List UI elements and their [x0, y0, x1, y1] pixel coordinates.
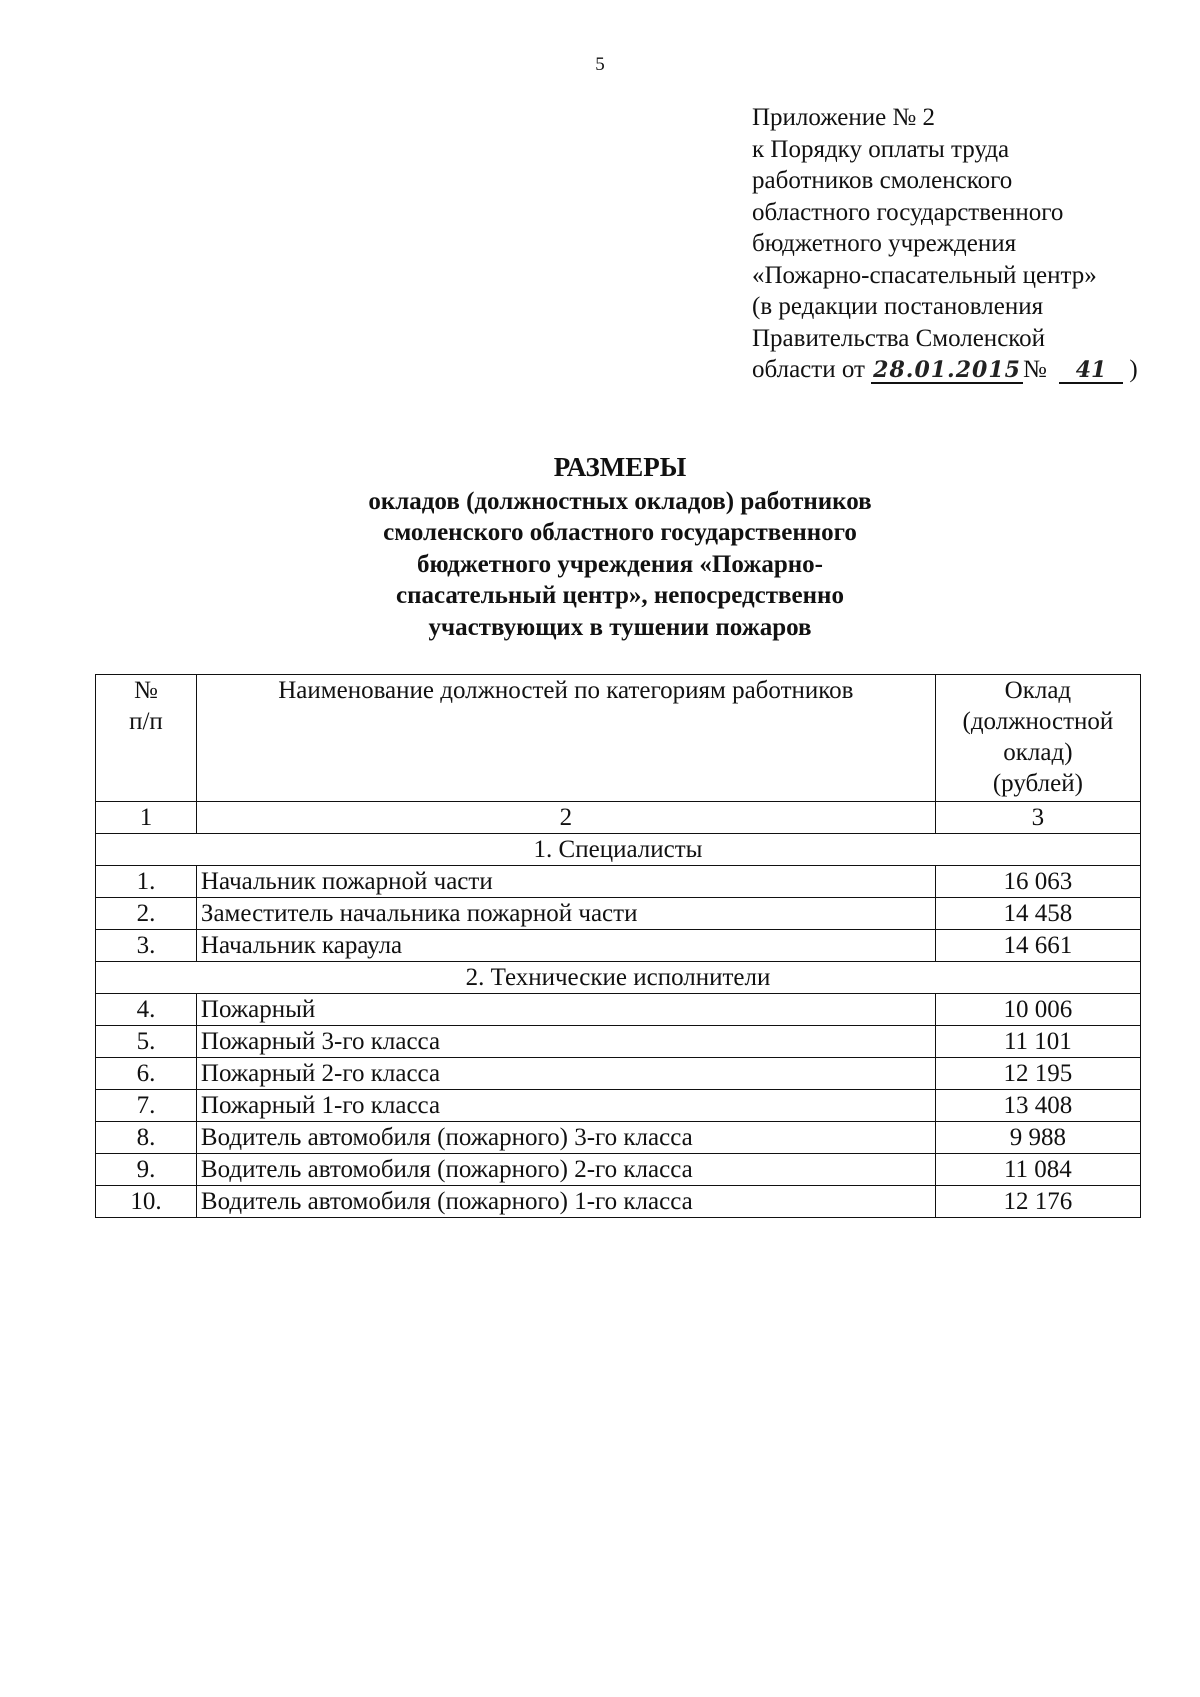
table-row: [96, 1122, 1141, 1154]
header-num-label: п/п: [129, 708, 163, 735]
number-sign: №: [1022, 356, 1047, 383]
table-row: [96, 994, 1141, 1026]
row-num: 6.: [96, 1058, 197, 1090]
document-title: [0, 452, 1200, 643]
row-salary: 13 408: [935, 1090, 1140, 1122]
row-position: Водитель автомобиля (пожарного) 1-го класса: [196, 1186, 935, 1218]
title-main: РАЗМЕРЫ: [553, 452, 687, 482]
row-num: 9.: [96, 1154, 197, 1186]
row-num: 1.: [96, 866, 197, 898]
header-num: [96, 675, 197, 802]
row-num: 10.: [96, 1186, 197, 1218]
row-num: 4.: [96, 994, 197, 1026]
title-subtitle-line: окладов (должностных окладов) работников: [368, 487, 872, 515]
appendix-line: областного государственного: [752, 198, 1064, 226]
table-row: [96, 1090, 1141, 1122]
table-row: [96, 1186, 1141, 1218]
row-salary: 12 176: [935, 1186, 1140, 1218]
column-index-row: [96, 802, 1141, 834]
header-salary-line: оклад): [1003, 739, 1073, 766]
row-position: Начальник пожарной части: [196, 866, 935, 898]
column-index: 1: [96, 802, 197, 834]
appendix-date-prefix: области от: [752, 356, 865, 383]
row-position: Заместитель начальника пожарной части: [196, 898, 935, 930]
row-salary: 11 101: [935, 1026, 1140, 1058]
row-num: 3.: [96, 930, 197, 962]
column-index: 2: [196, 802, 935, 834]
page-number: 5: [595, 54, 605, 75]
appendix-date-line: [752, 354, 1138, 386]
appendix-line: бюджетного учреждения: [752, 230, 1017, 257]
closing-paren: ): [1129, 356, 1138, 383]
row-salary: 11 084: [935, 1154, 1140, 1186]
title-subtitle-line: бюджетного учреждения «Пожарно-: [416, 550, 824, 578]
title-subtitle-line: спасательный центр», непосредственно: [396, 582, 844, 609]
row-position: Пожарный: [196, 994, 935, 1026]
appendix-line: (в редакции постановления: [752, 293, 1044, 320]
table-row: [96, 1058, 1141, 1090]
title-subtitle-line: участвующих в тушении пожаров: [428, 613, 812, 641]
row-salary: 9 988: [935, 1122, 1140, 1154]
header-name-label: Наименование должностей по категориям работников: [278, 677, 854, 704]
table-row: [96, 1026, 1141, 1058]
section-title: 1. Специалисты: [96, 834, 1141, 866]
row-num: 7.: [96, 1090, 197, 1122]
header-num-sign: №: [134, 677, 158, 704]
appendix-line: «Пожарно-спасательный центр»: [752, 261, 1097, 289]
row-position: Водитель автомобиля (пожарного) 2-го класса: [196, 1154, 935, 1186]
column-index: 3: [935, 802, 1140, 834]
section-title: 2. Технические исполнители: [96, 962, 1141, 994]
handwritten-date: 28.01.2015: [873, 357, 1021, 383]
row-num: 2.: [96, 898, 197, 930]
header-salary-line: Оклад: [1004, 677, 1072, 704]
title-subtitle-line: смоленского областного государственного: [383, 519, 857, 546]
row-salary: 10 006: [935, 994, 1140, 1026]
handwritten-number: 41: [1059, 358, 1123, 384]
row-num: 8.: [96, 1122, 197, 1154]
appendix-block: [752, 102, 1138, 386]
table-header-row: [96, 675, 1141, 802]
row-salary: 14 458: [935, 898, 1140, 930]
salary-table: [95, 674, 1141, 1218]
appendix-line: Приложение № 2: [752, 104, 936, 131]
section-row-technical: [96, 962, 1141, 994]
row-position: Начальник караула: [196, 930, 935, 962]
table-row: [96, 1154, 1141, 1186]
table-row: [96, 898, 1141, 930]
row-position: Водитель автомобиля (пожарного) 3-го класса: [196, 1122, 935, 1154]
row-position: Пожарный 3-го класса: [196, 1026, 935, 1058]
header-salary-line: (рублей): [992, 770, 1083, 797]
row-num: 5.: [96, 1026, 197, 1058]
row-salary: 12 195: [935, 1058, 1140, 1090]
header-name: [196, 675, 935, 802]
appendix-line: Правительства Смоленской: [752, 324, 1046, 352]
row-position: Пожарный 1-го класса: [196, 1090, 935, 1122]
row-salary: 14 661: [935, 930, 1140, 962]
row-position: Пожарный 2-го класса: [196, 1058, 935, 1090]
header-salary: [935, 675, 1140, 802]
appendix-line: к Порядку оплаты труда: [752, 135, 1010, 163]
table-row: [96, 866, 1141, 898]
header-salary-line: (должностной: [962, 708, 1114, 735]
section-row-specialists: [96, 834, 1141, 866]
row-salary: 16 063: [935, 866, 1140, 898]
table-row: [96, 930, 1141, 962]
appendix-line: работников смоленского: [752, 167, 1013, 194]
